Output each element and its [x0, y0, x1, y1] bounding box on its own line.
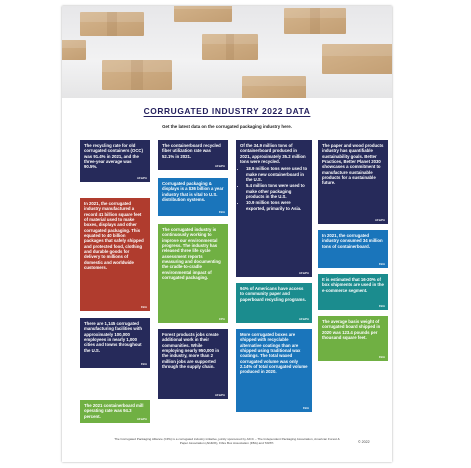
list-item: • 18.9 million tons were used to make new containerboard in the U.S. — [246, 166, 308, 182]
card-text: There are 1,145 corrugated manufacturing facilities with approximately 100,000 employees in nearly 1,000 cities and towns throughout the U.S. — [84, 321, 143, 353]
recycling-breakdown-list — [240, 166, 308, 211]
stat-card — [80, 140, 150, 182]
stat-card — [80, 400, 150, 423]
card-text: In 2021, the corrugated industry manufactured a record 41 billion square feet of material used to make boxes, displays and other corrugated packaging. This equated to 40 billion packages that safely shipped and protected food, clothing and durable goods for delivery to millions of domestic and worldwide customers. — [84, 201, 144, 270]
card-source: AF&PA — [214, 392, 225, 397]
card-source: FBA — [302, 405, 309, 410]
stat-card — [318, 140, 388, 224]
card-source: AF&PA — [298, 316, 309, 321]
card-text: More corrugated boxes are shipped with recyclable alternative coatings than are shipped using traditional wax coatings. The total waxed corrugated volume was only 2.14% of total corrugated volume produced in 2020. — [240, 332, 308, 375]
card-source: FBA — [140, 361, 147, 366]
card-text: The paper and wood products industry has quantifiable sustainability goals. Better Practices, Better Planet 2030 showcases a commitment to manufacture sustainable products for a sustainable future. — [322, 143, 384, 186]
page-title: CORRUGATED INDUSTRY 2022 DATA — [143, 106, 311, 116]
card-text: The average basis weight of corrugated board shipped in 2020 was 123.4 pounds per thousand square feet. — [322, 319, 381, 340]
stat-card — [80, 198, 150, 311]
infographic-page — [62, 6, 392, 462]
card-source: AF&PA — [214, 163, 225, 168]
card-source: FBA — [140, 304, 147, 309]
stat-card — [236, 329, 312, 412]
card-source: FBA — [218, 209, 225, 214]
list-item: • 10.9 million tons were exported, primarily to Asia. — [246, 200, 308, 211]
cardboard-boxes-image — [62, 6, 392, 98]
stat-card — [158, 178, 228, 216]
card-source: AF&PA — [136, 416, 147, 421]
card-source: FBA — [378, 261, 385, 266]
card-source: AF&PA — [298, 270, 309, 275]
page-subtitle: Get the latest data on the corrugated packaging industry here. — [162, 124, 292, 129]
card-text: Of the 34.9 million tons of containerboard produced in 2021, approximately 35.2 million tons were recycled. — [240, 143, 306, 164]
stat-card — [158, 224, 228, 323]
stat-card — [80, 318, 150, 368]
stat-card — [158, 140, 228, 170]
card-text: The recycling rate for old corrugated containers (OCC) was 91.4% in 2021, and the three-year average was 90.5%. — [84, 143, 143, 170]
card-text: 94% of Americans have access to community paper and paperboard recycling programs. — [240, 286, 306, 302]
card-text: The 2021 containerboard mill operating rate was 94.3 percent. — [84, 403, 144, 419]
card-source: FBA — [378, 354, 385, 359]
stat-card — [236, 283, 312, 323]
card-text: Forest products jobs create additional work in their communities. While employing nearly 950,000 in the industry, more than 2 million jobs are supported through the supply chain. — [162, 332, 220, 369]
card-text: In 2021, the corrugated industry consumed 34 million tons of containerboard. — [322, 233, 383, 249]
card-text: The containerboard recycled fiber utilization rate was 52.1% in 2021. — [162, 143, 221, 159]
card-source: CPA — [218, 316, 225, 321]
card-text: Corrugated packaging & displays is a $36 billion a year industry that is vital to U.S. distribution systems. — [162, 181, 224, 202]
copyright: © 2022 — [358, 440, 370, 444]
stat-card — [318, 274, 388, 310]
stat-card — [318, 316, 388, 361]
stat-card — [318, 230, 388, 268]
card-text: It is estimated that 16-20% of box shipments are used in the e-commerce segment. — [322, 277, 384, 293]
card-source: FBA — [378, 303, 385, 308]
stat-card — [158, 329, 228, 399]
card-source: AF&PA — [374, 217, 385, 222]
stat-card — [236, 140, 312, 277]
card-text: The corrugated industry is continuously working to improve our environmental progress. The industry has released three life cycle assessment reports measuring and documenting the cradle-to-cradle environmental impact of corrugated packaging. — [162, 227, 221, 280]
footer-note: The Corrugated Packaging Alliance (CPA) is a corrugated industry initiative, jointly sponsored by AICC – The Independent Packaging Association, American Forest & Paper Association (AF&PA), Fibre Box Association (FBA) and TAPPI. — [114, 437, 340, 446]
list-item: • 5.4 million tons were used to make other packaging products in the U.S. — [246, 183, 308, 199]
card-source: AF&PA — [136, 175, 147, 180]
